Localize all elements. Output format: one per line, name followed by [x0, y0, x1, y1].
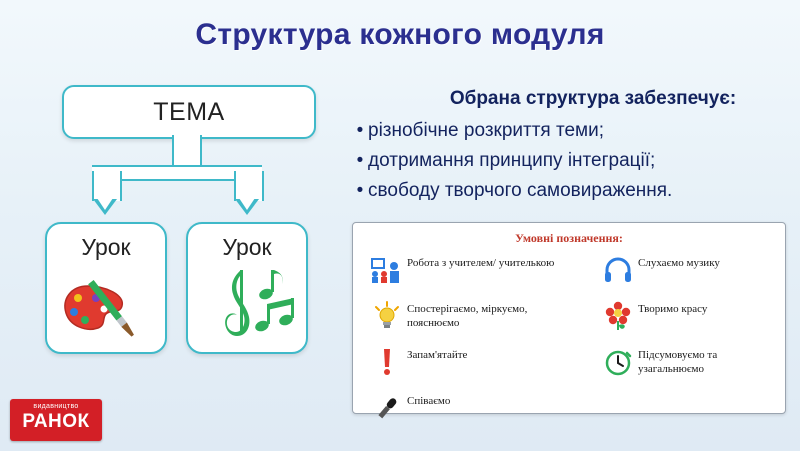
connector-stem-left	[92, 171, 122, 201]
legend-panel	[352, 222, 786, 414]
list-item	[598, 345, 783, 379]
list-item	[367, 345, 582, 379]
legend-text: Творимо красу	[638, 303, 708, 315]
connector-stem-right	[234, 171, 264, 201]
list-item	[352, 148, 792, 174]
logo-name: РАНОК	[22, 411, 90, 432]
lesson-box-1	[45, 222, 167, 354]
arrow-head-right	[235, 199, 259, 215]
legend-text: Підсумовуємо та узагальнюємо	[638, 349, 718, 375]
list-item	[352, 178, 792, 204]
bullet-text: свободу творчого самовираження.	[368, 180, 673, 201]
bullet-text: різнобічне розкриття теми;	[368, 120, 605, 141]
page-title: Структура кожного модуля	[195, 18, 605, 51]
topic-label: ТЕМА	[153, 97, 225, 126]
legend-text: Слухаємо музику	[638, 257, 720, 269]
list-item	[598, 253, 783, 287]
microphone-icon	[367, 391, 407, 425]
legend-text: Робота з учителем/ учителькою	[407, 257, 555, 269]
bullet-marker: •	[356, 150, 364, 171]
bullet-marker: •	[356, 120, 364, 141]
bullet-text: дотримання принципу інтеграції;	[368, 150, 656, 171]
publisher-logo	[10, 399, 102, 441]
legend-title: Умовні позначення:	[515, 231, 623, 245]
list-item	[598, 299, 783, 333]
legend-column-right	[598, 253, 783, 391]
arrow-head-left	[93, 199, 117, 215]
bullet-list	[352, 118, 792, 208]
legend-text: Спостерігаємо, міркуємо, пояснюємо	[407, 303, 528, 329]
right-heading: Обрана структура забезпечує:	[449, 88, 737, 109]
lesson-box-2	[186, 222, 308, 354]
legend-text: Співаємо	[407, 395, 451, 407]
lesson-2-label: Урок	[222, 234, 272, 260]
list-item	[367, 391, 582, 425]
list-item	[352, 118, 792, 144]
legend-column-left	[367, 253, 582, 437]
bullet-marker: •	[356, 180, 364, 201]
lesson-1-label: Урок	[81, 234, 131, 260]
teacher-pupils-icon	[367, 253, 407, 287]
flower-icon	[598, 299, 638, 333]
exclamation-mark-icon	[367, 345, 407, 379]
legend-text: Запам'ятайте	[407, 349, 468, 361]
lightbulb-icon	[367, 299, 407, 333]
list-item	[367, 253, 582, 287]
headphones-icon	[598, 253, 638, 287]
list-item	[367, 299, 582, 333]
clock-icon	[598, 345, 638, 379]
logo-top-text: видавництво	[33, 403, 79, 410]
topic-box	[62, 85, 316, 139]
